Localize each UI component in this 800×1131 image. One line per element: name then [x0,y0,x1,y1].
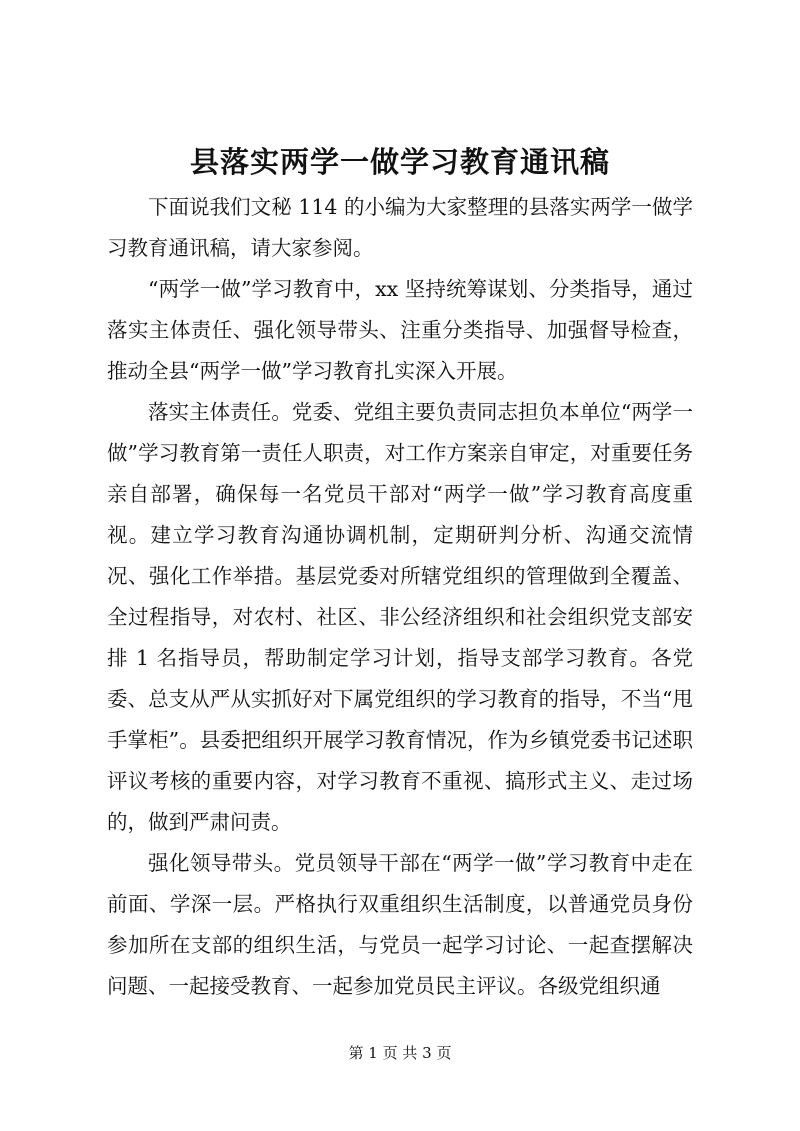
document-title: 县落实两学一做学习教育通讯稿 [189,145,610,179]
paragraph-responsibility: 落实主体责任。党委、党组主要负责同志担负本单位“两学一做”学习教育第一责任人职责，对工作方案亲自审定，对重要任务亲自部署，确保每一名党员干部对“两学一做”学习教育高度重视。建立学习教育沟通协调机制，定期研判分析、沟通交流情况、强化工作举措。基层党委对所辖党组织的管理做到全覆盖、全过程指导，对农村、社区、非公经济组织和社会组织党支部安排 1 名指导员，帮助制定学习计划，指导支部学习教育。各党委、总支从严从实抓好对下属党组织的学习教育的指导，不当“甩手掌柜”。县委把组织开展学习教育情况，作为乡镇党委书记述职评议考核的重要内容，对学习教育不重视、搞形式主义、走过场的，做到严肃问责。 [107,400,693,834]
page-number-footer: 第 1 页 共 3 页 [348,1044,452,1062]
paragraph-summary: “两学一做”学习教育中，xx 坚持统筹谋划、分类指导，通过落实主体责任、强化领导带头、注重分类指导、加强督导检查，推动全县“两学一做”学习教育扎实深入开展。 [107,277,693,383]
document-body [107,187,693,1007]
paragraph-leadership: 强化领导带头。党员领导干部在“两学一做”学习教育中走在前面、学深一层。严格执行双重组织生活制度，以普通党员身份参加所在支部的组织生活，与党员一起学习讨论、一起查摆解决问题、一起接受教育、一起参加党员民主评议。各级党组织通 [107,851,693,998]
paragraph-intro: 下面说我们文秘 114 的小编为大家整理的县落实两学一做学习教育通讯稿，请大家参阅。 [107,195,693,260]
